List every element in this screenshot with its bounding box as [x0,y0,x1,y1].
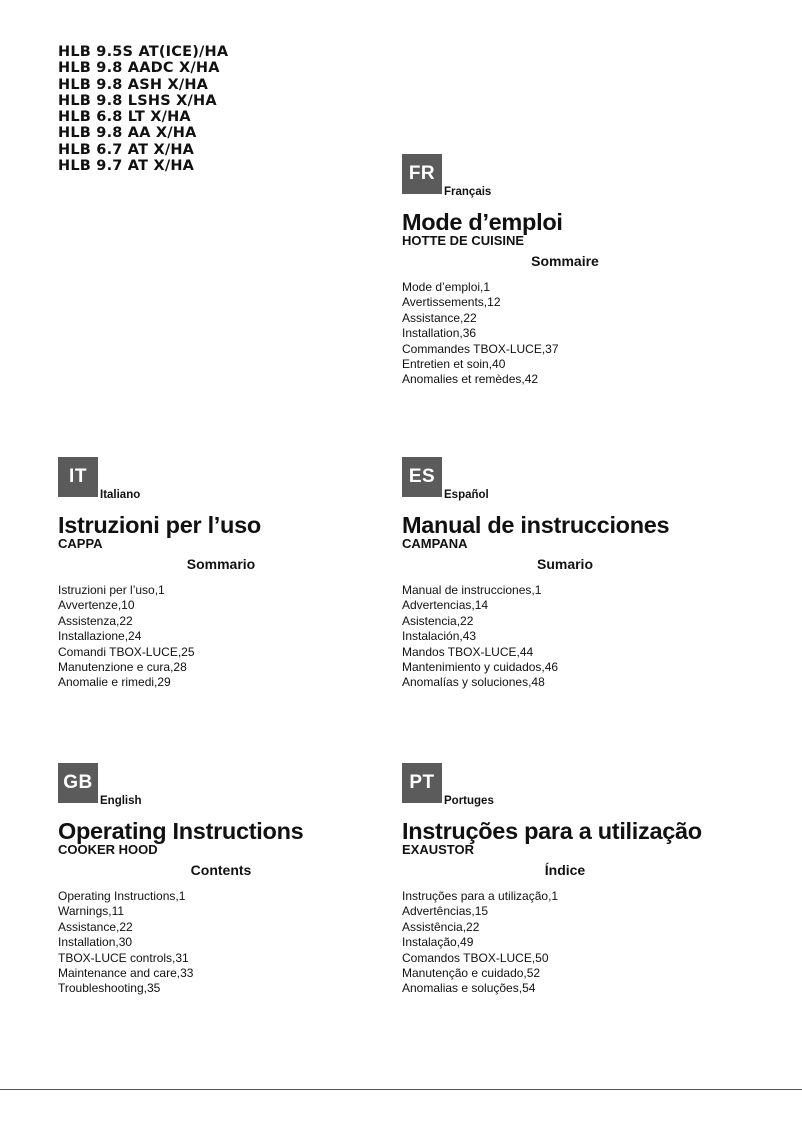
toc-item: Mandos TBOX-LUCE,44 [402,644,534,659]
toc-item: Assistência,22 [402,919,480,934]
toc-item: Asistencia,22 [402,613,474,628]
toc-item: Instruções para a utilização,1 [402,889,559,903]
toc-item: Advertencias,14 [402,598,489,613]
toc-item: Commandes TBOX-LUCE,37 [402,341,559,356]
toc-item: Mantenimiento y cuidados,46 [402,660,559,675]
toc-item: Assistance,22 [402,310,477,325]
manual-title: Manual de instrucciones [402,512,670,538]
toc-item: Manutenzione e cura,28 [58,660,187,675]
toc-list [58,583,398,691]
language-header [58,457,398,501]
model-name: HLB 9.8 AADC X/HA [58,60,220,77]
language-header [402,763,742,807]
model-list [58,44,228,174]
language-name: Français [444,186,492,198]
toc-item: Avertissements,12 [402,295,501,310]
toc-list [402,583,742,691]
model-name: HLB 9.7 AT X/HA [58,158,195,175]
toc-heading: Sommaire [531,253,599,269]
section-it [58,457,398,691]
toc-item: Anomalie e rimedi,29 [58,675,171,690]
toc-item: Assistenza,22 [58,613,133,628]
language-name: Español [444,489,489,501]
section-gb [58,763,398,997]
bottom-divider [0,1089,802,1090]
model-name: HLB 9.5S AT(ICE)/HA [58,44,229,60]
language-badge-es: ES [402,457,442,497]
product-name: CAMPANA [402,536,468,551]
model-name: HLB 6.8 LT X/HA [58,109,191,126]
toc-item: Instalação,49 [402,935,474,950]
manual-title: Istruzioni per l’uso [58,512,261,538]
toc-item: Assistance,22 [58,919,133,934]
toc-item: Anomalias e soluções,54 [402,981,536,996]
toc-item: Mode d’emploi,1 [402,280,491,294]
manual-title: Operating Instructions [58,818,304,844]
toc-item: Maintenance and care,33 [58,966,194,981]
language-badge-gb: GB [58,763,98,803]
language-name: Italiano [100,489,141,501]
toc-item: Manual de instrucciones,1 [402,583,542,597]
toc-item: Instalación,43 [402,629,477,644]
model-name: HLB 9.8 LSHS X/HA [58,92,217,109]
language-badge-it: IT [58,457,98,497]
toc-item: Manutenção e cuidado,52 [402,966,541,981]
manual-title: Instruções para a utilização [402,818,702,844]
manual-title: Mode d’emploi [402,209,563,235]
model-name: HLB 9.8 AA X/HA [58,125,197,142]
toc-item: Anomalías y soluciones,48 [402,675,545,690]
toc-heading: Índice [544,862,586,878]
language-name: English [100,795,142,807]
language-badge-pt: PT [402,763,442,803]
toc-item: Comandi TBOX-LUCE,25 [58,644,195,659]
product-name: HOTTE DE CUISINE [402,233,525,248]
toc-item: Istruzioni per l’uso,1 [58,583,165,597]
toc-item: Troubleshooting,35 [58,981,161,996]
model-name: HLB 9.8 ASH X/HA [58,76,209,93]
toc-list [402,889,742,997]
product-name: COOKER HOOD [58,842,158,857]
toc-item: Entretien et soin,40 [402,357,506,372]
section-pt [402,763,742,997]
toc-item: Advertências,15 [402,904,489,919]
toc-item: Installation,36 [402,326,477,341]
toc-item: Operating Instructions,1 [58,889,186,903]
toc-item: Anomalies et remèdes,42 [402,372,539,387]
toc-item: Comandos TBOX-LUCE,50 [402,950,549,965]
toc-heading: Sommario [186,556,256,572]
language-badge-fr: FR [402,154,442,194]
toc-item: Installation,30 [58,935,133,950]
section-fr [402,154,742,388]
toc-item: Avvertenze,10 [58,598,135,613]
toc-heading: Contents [190,862,252,878]
model-name: HLB 6.7 AT X/HA [58,141,195,158]
toc-list [58,889,398,997]
language-header [58,763,398,807]
product-name: CAPPA [58,536,103,551]
toc-item: Installazione,24 [58,629,142,644]
section-es [402,457,742,691]
toc-list [402,280,742,388]
toc-heading: Sumario [536,556,593,572]
language-header [402,154,742,198]
language-name: Portuges [444,795,494,807]
toc-item: TBOX-LUCE controls,31 [58,950,189,965]
toc-item: Warnings,11 [58,904,125,919]
product-name: EXAUSTOR [402,842,474,857]
language-header [402,457,742,501]
